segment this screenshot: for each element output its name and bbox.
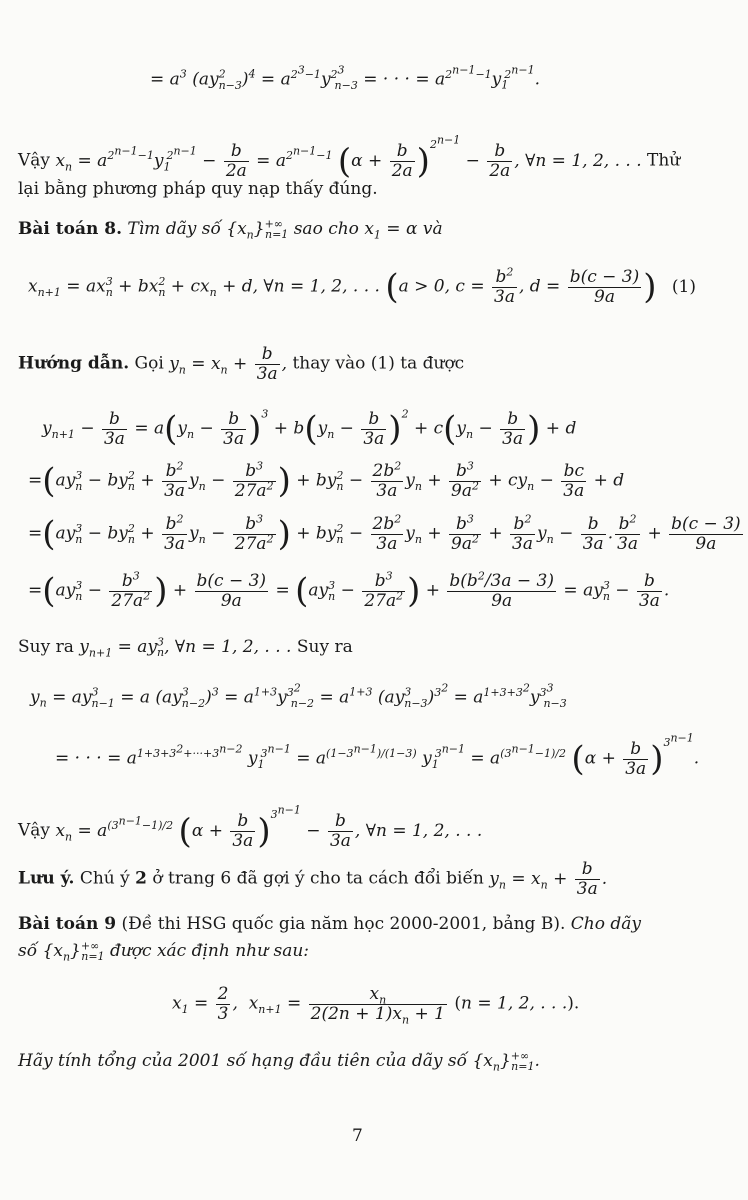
problem-9-text-2: số <box>18 941 38 961</box>
note-label: Lưu ý. <box>18 868 75 889</box>
problem-9-source: (Đề thi HSG quốc gia năm học 2000-2001, bảng B). <box>121 914 566 934</box>
problem-9-ask: Hãy tính tổng của 2001 số hạng đầu tiên của dãy số <box>18 1051 468 1071</box>
problem-8-and: và <box>422 219 443 239</box>
hint-line: Hướng dẫn. Gọi $y_n = x_n$ + $\frac{b}{3a}$ , thay vào (1) ta được <box>18 344 465 384</box>
problem-9-heading <box>18 915 641 935</box>
y-n-line-2: = · · · = $a^{1+3+3^2+\cdot\cdot\cdot+3^{n-2}}$ $y_1^{3^{n-1}} = a^{(1-3^{n-1})/(1-3)}$ $y_1^{3^{n-1}} = a^{(3^{n-1}-1)/2}$ (α + $\frac{b}{3a}$ )$^{3^{n-1}}$. <box>55 731 700 780</box>
suy-ra-line: Suy ra $y_{n+1} = ay^3_n$, ∀n = 1, 2, . . . Suy ra <box>18 635 353 660</box>
text-vay-1: Vậy <box>18 150 51 171</box>
problem-8-text-2: sao cho <box>293 219 359 239</box>
text-vay-2: Vậy <box>18 820 51 841</box>
problem-8-recurrence: $x_{n+1} = ax^3_n + bx^2_n + cx_n + d$, ∀n = 1, 2, . . . (a > 0, c = $\frac{b^2}{3a}$ , d = $\frac{b(c - 3)}{9a}$ ) (1) <box>28 265 697 308</box>
note-text: Chú ý <box>79 868 130 889</box>
text-suy-ra-2: Suy ra <box>296 637 353 657</box>
problem-9-definition: $x_1$ = $\frac{2}{3}$ , $x_{n+1}$ = $\frac{x_n}{2(2n + 1)x_n + 1}$ (n = 1, 2, . . .). <box>172 984 580 1027</box>
hint-text-goi: Gọi <box>134 353 164 374</box>
text-suy-ra-1: Suy ra <box>18 637 74 657</box>
note-number: 2 <box>135 868 148 889</box>
problem-9-line-2: số $\{x_n\}^{+\infty}_{n=1}$ được xác định như sau: <box>18 939 310 964</box>
note-text-2: ở trang 6 đã gợi ý cho ta cách đổi biến <box>152 868 484 889</box>
derivation-line-3: $=(ay^3_n - by^2_n$ + $\frac{b^2}{3a}$ $y_n$ − $\frac{b^3}{27a^2}$ ) + $by^2_n$ − $\frac{2b^2}{3a}$ $y_n$ + $\frac{b^3}{9a^2}$ + $\frac{b^2}{3a}$ $y_n$ − $\frac{b}{3a}$ . $\frac{b^2}{3a}$ + $\frac{b(c - 3)}{9a}$ <box>28 512 741 555</box>
hint-text-substitute: thay vào (1) ta được <box>292 353 465 374</box>
hint-label: Hướng dẫn. <box>18 353 130 374</box>
y-n-line-1: $y_n = ay^3_{n-1} = a$ $(ay^3_{n-2})^3 = a^{1+3}y^{3^2}_{n-2} = a^{1+3}$ $(ay^3_{n-3})^{3^2} = a^{1+3+3^2}y^{3^3}_{n-3}$ <box>30 681 567 710</box>
derivation-line-1: $y_{n+1}$ − $\frac{b}{3a}$ = $a(y_n$ − $\frac{b}{3a}$ )$^3 + b(y_n$ − $\frac{b}{3a}$ )$^2 + c(y_n$ − $\frac{b}{3a}$ ) + d <box>42 407 577 450</box>
result-line-x-n: Vậy $x_n = a^{2^{n-1}-1}y_1^{2^{n-1}}$ − $\frac{b}{2a}$ = $a^{2^{n-1}-1}$ (α + $\frac{b}{2a}$ )$^{2^{n-1}}$ − $\frac{b}{2a}$ , ∀n = 1, 2, . . . Thử <box>18 133 681 182</box>
problem-9-label: Bài toán 9 <box>18 914 117 934</box>
problem-9-question: Hãy tính tổng của 2001 số hạng đầu tiên của dãy số $\{x_n\}^{+\infty}_{n=1}$. <box>18 1049 540 1074</box>
derivation-line-4: $=(ay^3_n$ − $\frac{b^3}{27a^2}$ ) + $\frac{b(c - 3)}{9a}$ = ($ay^3_n$ − $\frac{b^3}{27a^2}$ ) + $\frac{b(b^2/3a - 3)}{9a}$ = $ay^3_n$ − $\frac{b}{3a}$ . <box>28 569 670 612</box>
page-number: 7 <box>352 1126 363 1146</box>
text-thu: Thử <box>647 150 681 171</box>
derivation-line-2: $=(ay^3_n - by^2_n$ + $\frac{b^2}{3a}$ $y_n$ − $\frac{b^3}{27a^2}$ ) + $by^2_n$ − $\frac{2b^2}{3a}$ $y_n$ + $\frac{b^3}{9a^2}$ + $cy_n$ − $\frac{bc}{3a}$ + d <box>28 459 625 502</box>
problem-8-label: Bài toán 8. <box>18 219 122 239</box>
note-line: Lưu ý. Chú ý 2 ở trang 6 đã gợi ý cho ta cách đổi biến $y_n = x_n$ + $\frac{b}{3a}$ . <box>18 859 608 899</box>
problem-9-text-1: Cho dãy <box>570 914 641 934</box>
result-line-2: Vậy $x_n = a^{(3^{n-1}-1)/2}$ (α + $\frac{b}{3a}$ )$^{3^{n-1}}$ − $\frac{b}{3a}$ , ∀n = 1, 2, . . . <box>18 803 483 852</box>
equation-label-1: (1) <box>671 276 697 297</box>
equation-line-1: = $a^3$ $(ay^2_{n-3})^4 = a^{2^3-1}y^{2^3}_{n-3}$ = · · · = $a^{2^{n-1}-1}y_1^{2^{n-1}}$. <box>150 63 540 92</box>
problem-8-text: Tìm dãy số <box>127 219 221 239</box>
problem-9-text-3: được xác định như sau: <box>109 941 310 961</box>
problem-8-heading: Bài toán 8. Tìm dãy số $\{x_n\}^{+\infty}_{n=1}$ sao cho $x_1 = \alpha$ và <box>18 217 443 242</box>
text-verify: lại bằng phương pháp quy nạp thấy đúng. <box>18 179 378 199</box>
